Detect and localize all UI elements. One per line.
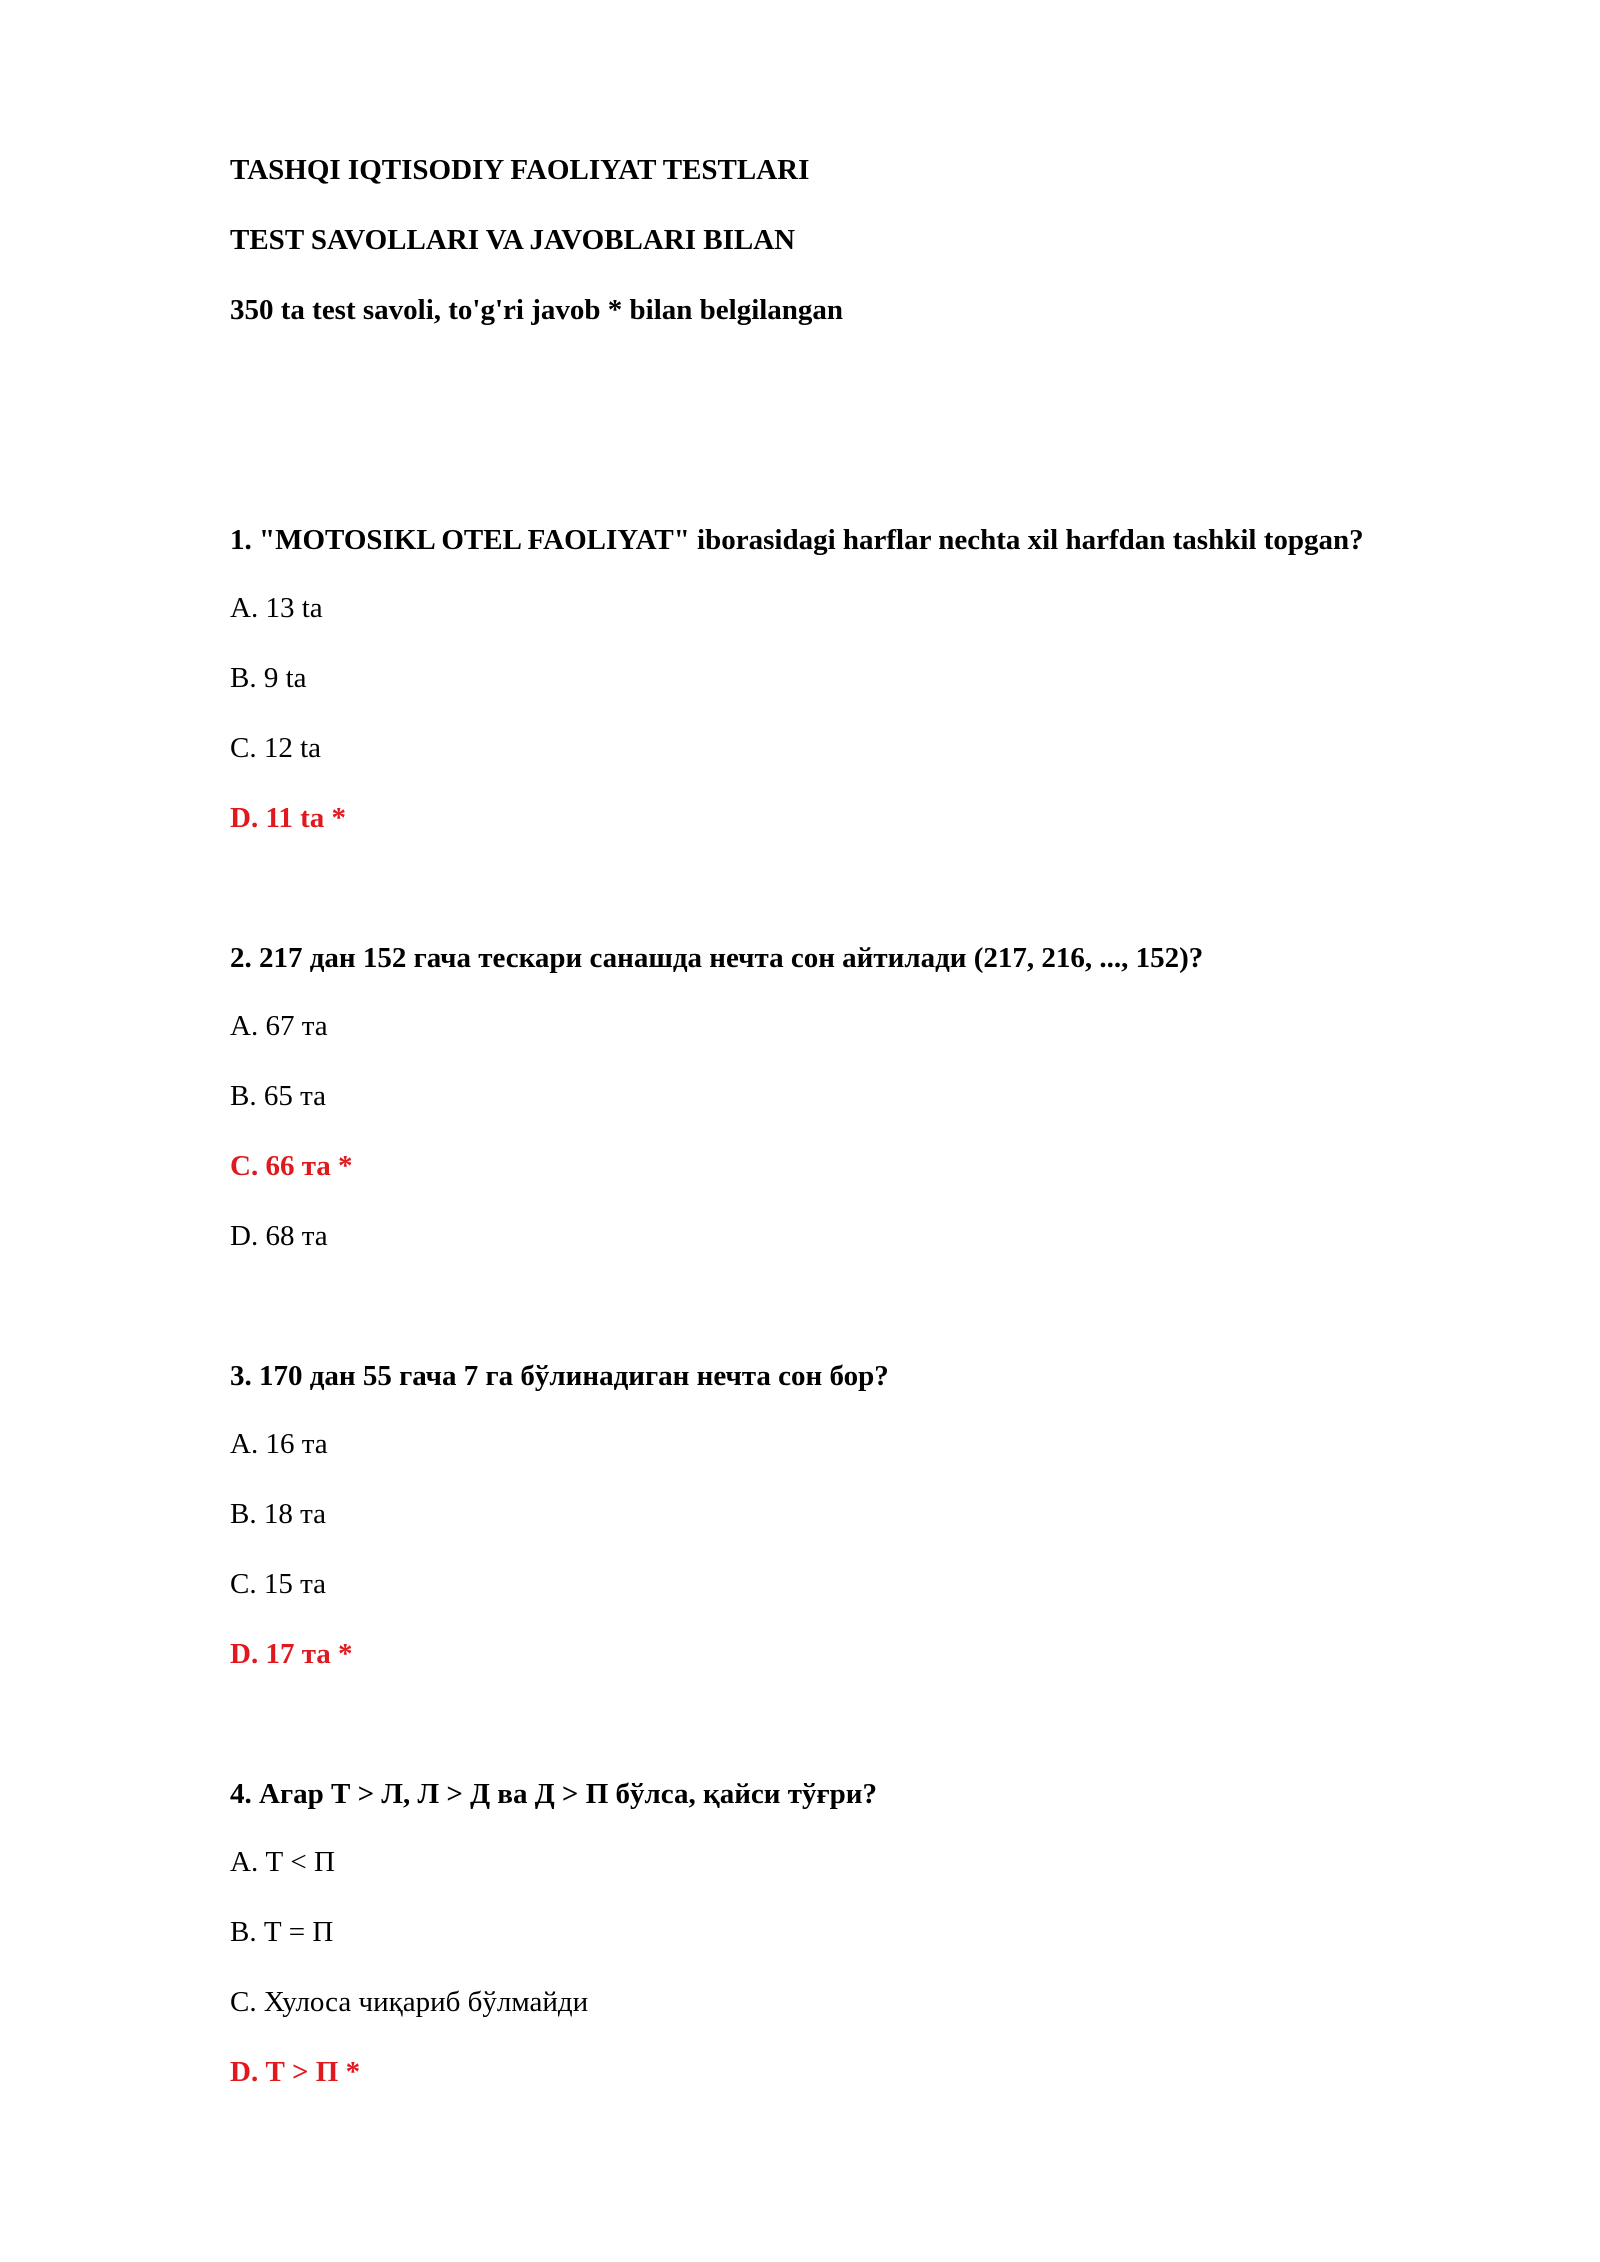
answer-option-c: C. 15 та [230,1568,326,1600]
question-3 [230,1354,1410,1674]
document-title: TASHQI IQTISODIY FAOLIYAT TESTLARI [230,154,810,186]
answer-option-c: C. Хулоса чиқариб бўлмайди [230,1986,589,2018]
header-spacer [230,360,1410,518]
answer-option-b: B. 9 ta [230,662,307,694]
answer-option-a: A. Т < П [230,1846,335,1878]
answer-option-d: D. 17 та * [230,1638,353,1670]
question-2 [230,936,1410,1256]
answer-option-d: D. Т > П * [230,2056,361,2088]
document-page [230,150,1410,2190]
answer-option-b: B. 65 та [230,1080,326,1112]
document-subtitle: TEST SAVOLLARI VA JAVOBLARI BILAN [230,224,796,256]
question-1 [230,518,1410,838]
question-text: 4. Агар Т > Л, Л > Д ва Д > П бўлса, қайси тўғри? [230,1778,877,1810]
question-4 [230,1772,1410,2092]
answer-option-a: A. 67 та [230,1010,328,1042]
document-note: 350 ta test savoli, to'g'ri javob * bilan belgilangan [230,294,844,326]
answer-option-d: D. 11 ta * [230,802,346,834]
answer-option-b: B. Т = П [230,1916,334,1948]
answer-option-c: C. 66 та * [230,1150,353,1182]
answer-option-b: B. 18 та [230,1498,326,1530]
answer-option-c: C. 12 ta [230,732,322,764]
answer-option-a: A. 13 ta [230,592,323,624]
question-text: 3. 170 дан 55 гача 7 га бўлинадиган нечта сон бор? [230,1360,889,1392]
answer-option-d: D. 68 та [230,1220,328,1252]
question-text: 2. 217 дан 152 гача тескари санашда нечта сон айтилади (217, 216, ..., 152)? [230,942,1204,974]
answer-option-a: A. 16 та [230,1428,328,1460]
question-text: 1. "MOTOSIKL OTEL FAOLIYAT" iborasidagi harflar nechta xil harfdan tashkil topgan? [230,524,1364,556]
